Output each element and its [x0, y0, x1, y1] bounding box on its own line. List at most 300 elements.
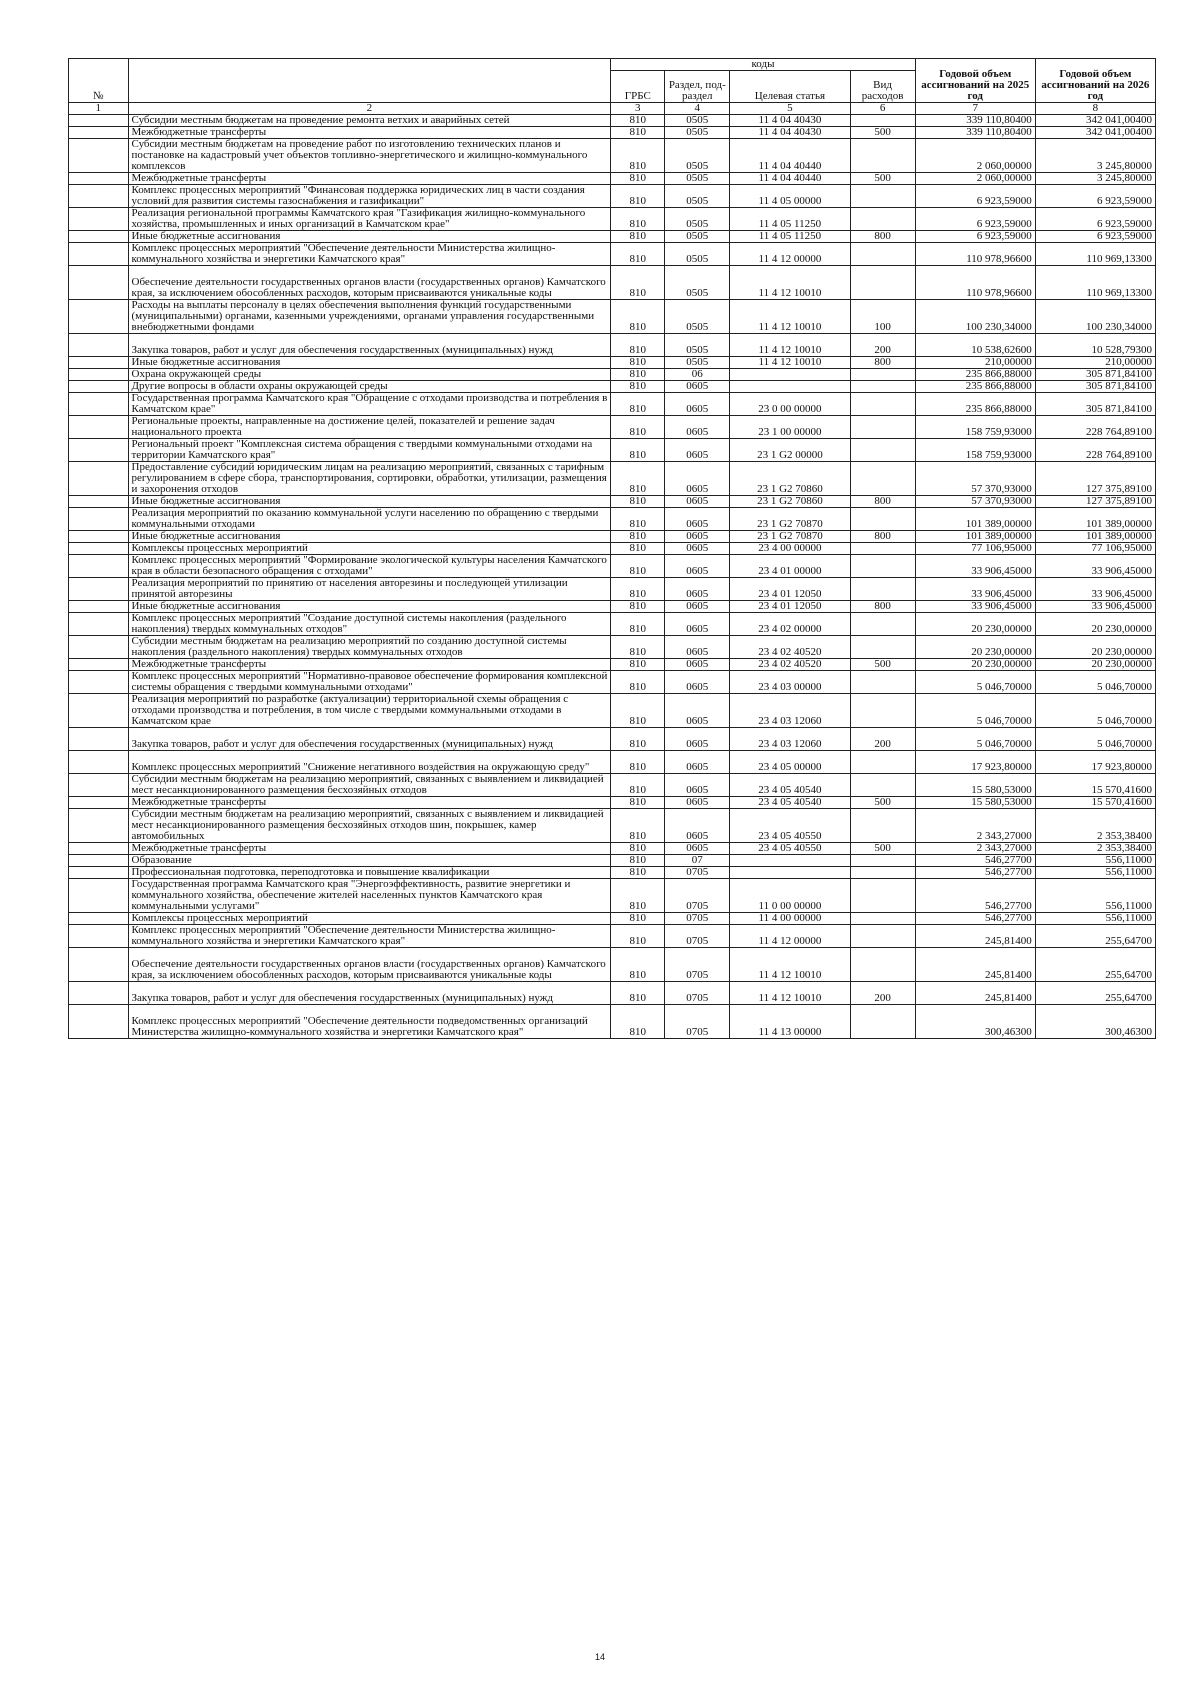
cell-name: Государственная программа Камчатского края "Обращение с отходами производства и потребления в Камчатском крае"	[128, 393, 611, 416]
cell-grbs: 810	[611, 809, 665, 843]
cell-section-code: 0605	[665, 578, 730, 601]
colnum: 8	[1035, 103, 1155, 115]
cell-section-code: 0705	[665, 879, 730, 913]
cell-amount-2025: 57 370,93000	[915, 462, 1035, 496]
cell-section-code: 0605	[665, 659, 730, 671]
cell-grbs: 810	[611, 496, 665, 508]
cell-amount-2025: 245,81400	[915, 982, 1035, 1005]
cell-name: Закупка товаров, работ и услуг для обеспечения государственных (муниципальных) нужд	[128, 334, 611, 357]
cell-num	[69, 636, 129, 659]
cell-expense-type	[850, 879, 915, 913]
table-row	[69, 613, 1156, 636]
cell-expense-type	[850, 613, 915, 636]
cell-name: Реализация мероприятий по принятию от населения авторезины и последующей утилизации принятой авторезины	[128, 578, 611, 601]
table-row	[69, 671, 1156, 694]
cell-num	[69, 948, 129, 982]
cell-section-code: 0605	[665, 636, 730, 659]
cell-section-code: 0505	[665, 243, 730, 266]
cell-amount-2025: 158 759,93000	[915, 439, 1035, 462]
cell-section-code: 0605	[665, 531, 730, 543]
table-row	[69, 982, 1156, 1005]
cell-num	[69, 728, 129, 751]
cell-name: Предоставление субсидий юридическим лицам на реализацию мероприятий, связанных с тарифным регулированием в сфере сбора, транспортирования, сортировки, обработки, утилизации, размещения и захоронения отходов	[128, 462, 611, 496]
cell-target-article: 23 4 05 40540	[730, 797, 850, 809]
cell-target-article: 11 4 05 00000	[730, 185, 850, 208]
cell-num	[69, 555, 129, 578]
cell-amount-2025: 2 060,00000	[915, 173, 1035, 185]
colnum: 3	[611, 103, 665, 115]
cell-amount-2025: 339 110,80400	[915, 127, 1035, 139]
cell-expense-type	[850, 948, 915, 982]
cell-target-article: 23 1 G2 70870	[730, 508, 850, 531]
table-row	[69, 381, 1156, 393]
table-row	[69, 185, 1156, 208]
cell-amount-2025: 110 978,96600	[915, 243, 1035, 266]
cell-amount-2025: 235 866,88000	[915, 393, 1035, 416]
cell-target-article: 23 4 03 12060	[730, 694, 850, 728]
cell-amount-2026: 33 906,45000	[1035, 601, 1155, 613]
cell-section-code: 0505	[665, 185, 730, 208]
table-row	[69, 751, 1156, 774]
cell-expense-type	[850, 855, 915, 867]
cell-amount-2025: 77 106,95000	[915, 543, 1035, 555]
cell-expense-type: 500	[850, 659, 915, 671]
cell-name: Субсидии местным бюджетам на реализацию мероприятий по созданию доступной системы накопления (раздельного накопления) твердых коммунальных отходов	[128, 636, 611, 659]
cell-amount-2026: 305 871,84100	[1035, 393, 1155, 416]
header-2025: Годовой объем ассигнований на 2025 год	[915, 59, 1035, 103]
cell-num	[69, 671, 129, 694]
cell-expense-type	[850, 439, 915, 462]
cell-grbs: 810	[611, 393, 665, 416]
cell-num	[69, 173, 129, 185]
table-row	[69, 334, 1156, 357]
cell-expense-type	[850, 266, 915, 300]
cell-amount-2026: 255,64700	[1035, 948, 1155, 982]
cell-amount-2026: 6 923,59000	[1035, 231, 1155, 243]
cell-section-code: 0705	[665, 982, 730, 1005]
cell-num	[69, 381, 129, 393]
cell-target-article: 11 4 12 10010	[730, 948, 850, 982]
cell-grbs: 810	[611, 659, 665, 671]
cell-num	[69, 243, 129, 266]
cell-amount-2026: 305 871,84100	[1035, 369, 1155, 381]
cell-num	[69, 208, 129, 231]
cell-amount-2025: 20 230,00000	[915, 659, 1035, 671]
cell-expense-type: 100	[850, 300, 915, 334]
cell-num	[69, 439, 129, 462]
table-row	[69, 925, 1156, 948]
cell-num	[69, 867, 129, 879]
cell-expense-type: 800	[850, 231, 915, 243]
cell-amount-2026: 556,11000	[1035, 879, 1155, 913]
cell-amount-2026: 100 230,34000	[1035, 300, 1155, 334]
cell-num	[69, 393, 129, 416]
cell-amount-2025: 17 923,80000	[915, 751, 1035, 774]
cell-amount-2025: 5 046,70000	[915, 671, 1035, 694]
cell-name: Региональный проект "Комплексная система обращения с твердыми коммунальными отходами на территории Камчатского края"	[128, 439, 611, 462]
cell-name: Иные бюджетные ассигнования	[128, 531, 611, 543]
cell-grbs: 810	[611, 381, 665, 393]
cell-expense-type	[850, 694, 915, 728]
cell-grbs: 810	[611, 578, 665, 601]
cell-num	[69, 357, 129, 369]
cell-num	[69, 369, 129, 381]
cell-grbs: 810	[611, 231, 665, 243]
cell-grbs: 810	[611, 243, 665, 266]
cell-amount-2026: 556,11000	[1035, 913, 1155, 925]
cell-amount-2026: 20 230,00000	[1035, 659, 1155, 671]
cell-name: Охрана окружающей среды	[128, 369, 611, 381]
colnum: 5	[730, 103, 850, 115]
table-row	[69, 843, 1156, 855]
cell-target-article: 23 4 05 40550	[730, 809, 850, 843]
cell-amount-2026: 210,00000	[1035, 357, 1155, 369]
cell-expense-type: 800	[850, 496, 915, 508]
cell-amount-2025: 33 906,45000	[915, 601, 1035, 613]
cell-section-code: 06	[665, 369, 730, 381]
cell-amount-2026: 110 969,13300	[1035, 243, 1155, 266]
cell-amount-2025: 546,27700	[915, 913, 1035, 925]
cell-num	[69, 613, 129, 636]
cell-amount-2025: 57 370,93000	[915, 496, 1035, 508]
cell-section-code: 0705	[665, 913, 730, 925]
cell-section-code: 0505	[665, 173, 730, 185]
cell-amount-2026: 342 041,00400	[1035, 115, 1155, 127]
table-row	[69, 139, 1156, 173]
table-row	[69, 393, 1156, 416]
cell-amount-2026: 2 353,38400	[1035, 809, 1155, 843]
table-row	[69, 855, 1156, 867]
table-row	[69, 243, 1156, 266]
cell-grbs: 810	[611, 439, 665, 462]
cell-name: Закупка товаров, работ и услуг для обеспечения государственных (муниципальных) нужд	[128, 982, 611, 1005]
cell-name: Реализация региональной программы Камчатского края "Газификация жилищно-коммунального хозяйства, промышленных и иных организаций в Камчатском крае"	[128, 208, 611, 231]
cell-target-article: 23 4 05 40550	[730, 843, 850, 855]
cell-name: Межбюджетные трансферты	[128, 843, 611, 855]
cell-amount-2026: 6 923,59000	[1035, 208, 1155, 231]
cell-num	[69, 127, 129, 139]
cell-amount-2026: 556,11000	[1035, 867, 1155, 879]
cell-section-code: 0605	[665, 671, 730, 694]
cell-amount-2026: 33 906,45000	[1035, 555, 1155, 578]
cell-grbs: 810	[611, 357, 665, 369]
cell-num	[69, 797, 129, 809]
cell-section-code: 0505	[665, 357, 730, 369]
cell-num	[69, 462, 129, 496]
cell-expense-type	[850, 208, 915, 231]
cell-amount-2025: 33 906,45000	[915, 578, 1035, 601]
cell-expense-type: 200	[850, 334, 915, 357]
table-row	[69, 659, 1156, 671]
cell-target-article: 23 4 05 40540	[730, 774, 850, 797]
cell-amount-2025: 15 580,53000	[915, 774, 1035, 797]
cell-name: Другие вопросы в области охраны окружающей среды	[128, 381, 611, 393]
header-grbs: ГРБС	[611, 71, 665, 103]
cell-name: Обеспечение деятельности государственных органов власти (государственных органов) Камчатского края, за исключением обособленных расходов, которым присваиваются уникальные коды	[128, 948, 611, 982]
cell-num	[69, 925, 129, 948]
cell-amount-2026: 305 871,84100	[1035, 381, 1155, 393]
table-row	[69, 867, 1156, 879]
cell-name: Закупка товаров, работ и услуг для обеспечения государственных (муниципальных) нужд	[128, 728, 611, 751]
header-2026: Годовой объем ассигнований на 2026 год	[1035, 59, 1155, 103]
table-row	[69, 555, 1156, 578]
cell-name: Межбюджетные трансферты	[128, 659, 611, 671]
cell-section-code: 0605	[665, 393, 730, 416]
cell-name: Иные бюджетные ассигнования	[128, 496, 611, 508]
cell-amount-2025: 100 230,34000	[915, 300, 1035, 334]
header-target: Целевая статья	[730, 71, 850, 103]
cell-target-article: 23 4 02 00000	[730, 613, 850, 636]
cell-target-article: 11 0 00 00000	[730, 879, 850, 913]
cell-amount-2025: 300,46300	[915, 1005, 1035, 1039]
cell-section-code: 0505	[665, 127, 730, 139]
cell-num	[69, 266, 129, 300]
cell-expense-type	[850, 1005, 915, 1039]
cell-amount-2026: 5 046,70000	[1035, 671, 1155, 694]
table-row	[69, 809, 1156, 843]
cell-amount-2025: 6 923,59000	[915, 185, 1035, 208]
cell-name: Расходы на выплаты персоналу в целях обеспечения выполнения функций государственными (муниципальными) органами, казенными учреждениями, органами управления государственными внебюджетными фондами	[128, 300, 611, 334]
cell-num	[69, 543, 129, 555]
cell-grbs: 810	[611, 555, 665, 578]
cell-amount-2025: 210,00000	[915, 357, 1035, 369]
cell-expense-type	[850, 913, 915, 925]
cell-expense-type	[850, 462, 915, 496]
cell-name: Субсидии местным бюджетам на реализацию мероприятий, связанных с выявлением и ликвидацией мест несанкционированного размещения бесхозяйных отходов шин, покрышек, камер автомобильных	[128, 809, 611, 843]
cell-amount-2026: 5 046,70000	[1035, 694, 1155, 728]
cell-amount-2025: 6 923,59000	[915, 231, 1035, 243]
cell-expense-type	[850, 925, 915, 948]
cell-target-article: 23 4 00 00000	[730, 543, 850, 555]
cell-expense-type	[850, 578, 915, 601]
cell-section-code: 0605	[665, 601, 730, 613]
cell-target-article: 23 4 01 00000	[730, 555, 850, 578]
cell-amount-2025: 101 389,00000	[915, 531, 1035, 543]
cell-section-code: 0605	[665, 843, 730, 855]
cell-expense-type: 200	[850, 728, 915, 751]
cell-num	[69, 531, 129, 543]
cell-section-code: 0605	[665, 728, 730, 751]
budget-table	[68, 58, 1156, 1039]
cell-target-article: 23 0 00 00000	[730, 393, 850, 416]
table-row	[69, 797, 1156, 809]
cell-target-article	[730, 855, 850, 867]
cell-name: Комплекс процессных мероприятий "Финансовая поддержка юридических лиц в части создания условий для развития системы газоснабжения и газификации"	[128, 185, 611, 208]
cell-section-code: 0705	[665, 1005, 730, 1039]
table-row	[69, 416, 1156, 439]
cell-expense-type	[850, 416, 915, 439]
table-row	[69, 879, 1156, 913]
cell-name: Комплекс процессных мероприятий "Нормативно-правовое обеспечение формирования комплексной системы обращения с твердыми коммунальными отходами"	[128, 671, 611, 694]
cell-grbs: 810	[611, 867, 665, 879]
cell-target-article: 11 4 12 10010	[730, 982, 850, 1005]
cell-target-article: 11 4 04 40440	[730, 173, 850, 185]
cell-expense-type	[850, 809, 915, 843]
cell-grbs: 810	[611, 369, 665, 381]
table-row	[69, 694, 1156, 728]
cell-num	[69, 855, 129, 867]
cell-name: Комплекс процессных мероприятий "Обеспечение деятельности подведомственных организаций Министерства жилищно-коммунального хозяйства и энергетики Камчатского края"	[128, 1005, 611, 1039]
cell-amount-2026: 10 528,79300	[1035, 334, 1155, 357]
cell-name: Субсидии местным бюджетам на проведение ремонта ветхих и аварийных сетей	[128, 115, 611, 127]
cell-num	[69, 496, 129, 508]
cell-expense-type: 800	[850, 357, 915, 369]
cell-grbs: 810	[611, 671, 665, 694]
cell-grbs: 810	[611, 636, 665, 659]
cell-amount-2025: 110 978,96600	[915, 266, 1035, 300]
cell-expense-type	[850, 636, 915, 659]
cell-section-code: 0505	[665, 231, 730, 243]
cell-num	[69, 751, 129, 774]
cell-expense-type	[850, 555, 915, 578]
header-name	[128, 59, 611, 103]
cell-target-article: 11 4 12 00000	[730, 925, 850, 948]
cell-grbs: 810	[611, 508, 665, 531]
cell-amount-2026: 17 923,80000	[1035, 751, 1155, 774]
cell-name: Комплексы процессных мероприятий	[128, 543, 611, 555]
cell-amount-2026: 5 046,70000	[1035, 728, 1155, 751]
cell-section-code: 0605	[665, 613, 730, 636]
table-row	[69, 948, 1156, 982]
cell-grbs: 810	[611, 613, 665, 636]
cell-target-article: 11 4 12 00000	[730, 243, 850, 266]
cell-num	[69, 578, 129, 601]
cell-amount-2025: 245,81400	[915, 925, 1035, 948]
colnum: 7	[915, 103, 1035, 115]
cell-section-code: 0505	[665, 334, 730, 357]
table-row	[69, 357, 1156, 369]
page-number: 14	[594, 1652, 605, 1662]
cell-amount-2026: 127 375,89100	[1035, 496, 1155, 508]
cell-target-article	[730, 381, 850, 393]
cell-amount-2026: 3 245,80000	[1035, 173, 1155, 185]
table-row	[69, 300, 1156, 334]
cell-target-article: 11 4 04 40430	[730, 127, 850, 139]
cell-num	[69, 659, 129, 671]
cell-expense-type: 800	[850, 601, 915, 613]
cell-section-code: 0605	[665, 751, 730, 774]
cell-amount-2026: 20 230,00000	[1035, 636, 1155, 659]
cell-name: Региональные проекты, направленные на достижение целей, показателей и решение задач национального проекта	[128, 416, 611, 439]
cell-target-article: 23 1 G2 70860	[730, 462, 850, 496]
cell-section-code: 0605	[665, 462, 730, 496]
colnum: 1	[69, 103, 129, 115]
cell-grbs: 810	[611, 139, 665, 173]
cell-section-code: 0605	[665, 496, 730, 508]
cell-name: Реализация мероприятий по разработке (актуализации) территориальной схемы обращения с отходами производства и потребления, в том числе с твердыми коммунальными отходами в Камчатском крае	[128, 694, 611, 728]
cell-section-code: 0605	[665, 439, 730, 462]
cell-target-article: 23 4 01 12050	[730, 578, 850, 601]
cell-amount-2026: 101 389,00000	[1035, 531, 1155, 543]
cell-grbs: 810	[611, 531, 665, 543]
cell-num	[69, 913, 129, 925]
cell-num	[69, 334, 129, 357]
cell-amount-2025: 245,81400	[915, 948, 1035, 982]
cell-amount-2026: 3 245,80000	[1035, 139, 1155, 173]
cell-amount-2025: 5 046,70000	[915, 694, 1035, 728]
cell-grbs: 810	[611, 948, 665, 982]
cell-amount-2025: 20 230,00000	[915, 613, 1035, 636]
cell-grbs: 810	[611, 543, 665, 555]
cell-num	[69, 139, 129, 173]
cell-target-article: 11 4 04 40440	[730, 139, 850, 173]
cell-grbs: 810	[611, 416, 665, 439]
cell-name: Межбюджетные трансферты	[128, 797, 611, 809]
cell-expense-type	[850, 671, 915, 694]
table-row	[69, 127, 1156, 139]
cell-num	[69, 809, 129, 843]
cell-num	[69, 1005, 129, 1039]
cell-grbs: 810	[611, 694, 665, 728]
cell-grbs: 810	[611, 855, 665, 867]
cell-grbs: 810	[611, 1005, 665, 1039]
cell-expense-type	[850, 185, 915, 208]
cell-name: Комплекс процессных мероприятий "Снижение негативного воздействия на окружающую среду"	[128, 751, 611, 774]
cell-name: Субсидии местным бюджетам на проведение работ по изготовлению технических планов и постановке на кадастровый учет объектов топливно-энергетического и жилищно-коммунального комплексов	[128, 139, 611, 173]
cell-expense-type: 500	[850, 127, 915, 139]
cell-num	[69, 185, 129, 208]
cell-grbs: 810	[611, 115, 665, 127]
cell-expense-type	[850, 508, 915, 531]
cell-amount-2025: 20 230,00000	[915, 636, 1035, 659]
cell-expense-type: 500	[850, 173, 915, 185]
cell-target-article: 11 4 12 10010	[730, 334, 850, 357]
cell-amount-2026: 342 041,00400	[1035, 127, 1155, 139]
cell-num	[69, 416, 129, 439]
cell-expense-type	[850, 393, 915, 416]
cell-amount-2025: 546,27700	[915, 855, 1035, 867]
cell-section-code: 0505	[665, 139, 730, 173]
cell-grbs: 810	[611, 797, 665, 809]
cell-target-article: 11 4 05 11250	[730, 231, 850, 243]
cell-num	[69, 601, 129, 613]
cell-target-article: 23 4 03 00000	[730, 671, 850, 694]
table-body	[69, 115, 1156, 1039]
cell-amount-2026: 2 353,38400	[1035, 843, 1155, 855]
cell-amount-2025: 2 060,00000	[915, 139, 1035, 173]
cell-grbs: 810	[611, 879, 665, 913]
cell-name: Иные бюджетные ассигнования	[128, 601, 611, 613]
cell-grbs: 810	[611, 843, 665, 855]
cell-expense-type	[850, 867, 915, 879]
cell-section-code: 0505	[665, 208, 730, 231]
cell-target-article: 23 4 05 00000	[730, 751, 850, 774]
cell-amount-2026: 255,64700	[1035, 925, 1155, 948]
cell-grbs: 810	[611, 982, 665, 1005]
cell-num	[69, 300, 129, 334]
cell-name: Межбюджетные трансферты	[128, 127, 611, 139]
table-row	[69, 208, 1156, 231]
table-row	[69, 1005, 1156, 1039]
cell-section-code: 0705	[665, 948, 730, 982]
cell-target-article: 23 4 01 12050	[730, 601, 850, 613]
header-exptype: Вид расходов	[850, 71, 915, 103]
table-row	[69, 496, 1156, 508]
cell-expense-type	[850, 243, 915, 266]
cell-target-article: 23 1 G2 00000	[730, 439, 850, 462]
cell-target-article: 11 4 12 10010	[730, 266, 850, 300]
cell-amount-2025: 339 110,80400	[915, 115, 1035, 127]
cell-grbs: 810	[611, 173, 665, 185]
cell-grbs: 810	[611, 728, 665, 751]
cell-target-article	[730, 369, 850, 381]
table-row	[69, 636, 1156, 659]
colnum: 6	[850, 103, 915, 115]
cell-expense-type	[850, 139, 915, 173]
cell-target-article: 11 4 00 00000	[730, 913, 850, 925]
cell-amount-2025: 546,27700	[915, 867, 1035, 879]
cell-amount-2026: 33 906,45000	[1035, 578, 1155, 601]
